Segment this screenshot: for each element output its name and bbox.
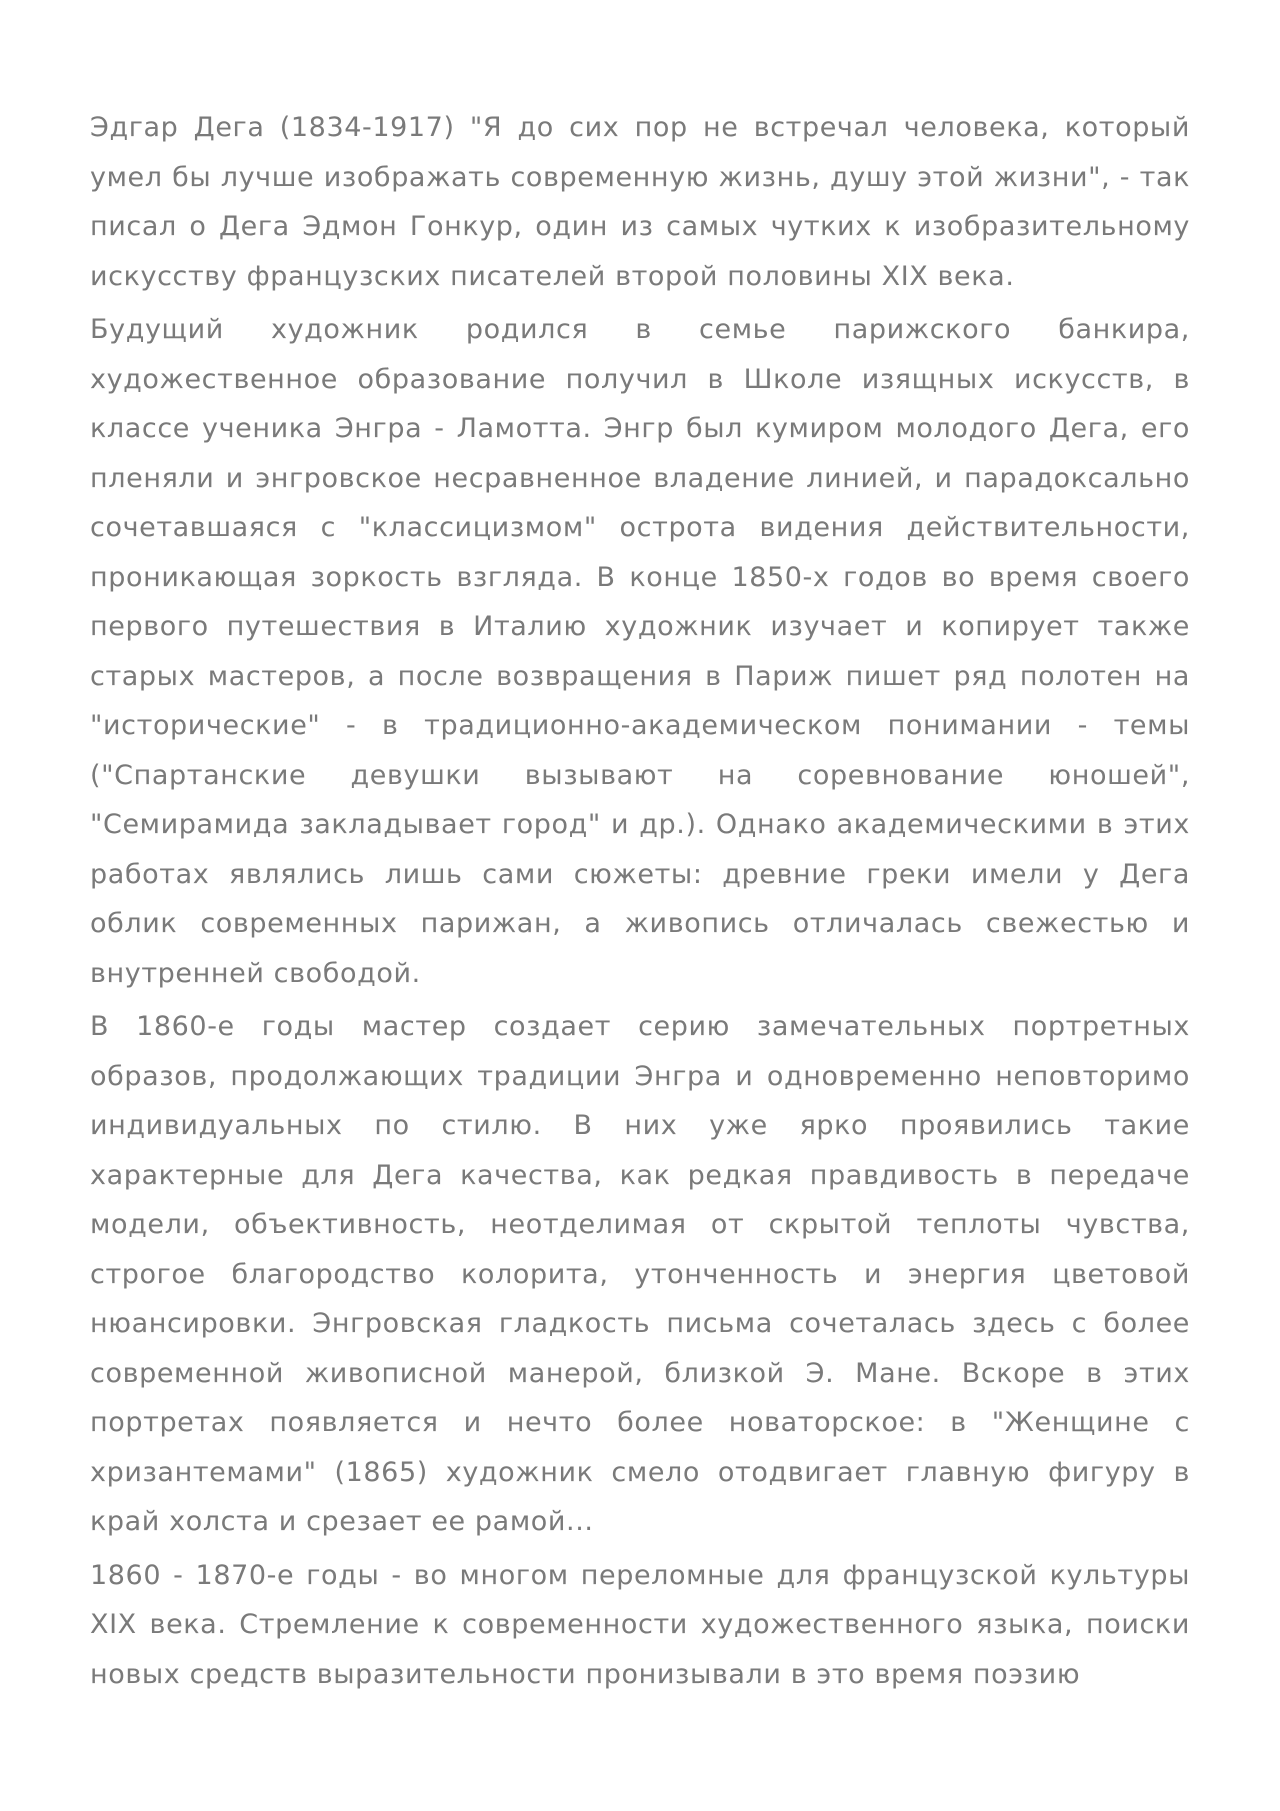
paragraph-intro-quote: Эдгар Дега (1834-1917) "Я до сих пор не встречал человека, который умел бы лучше изображать современную жизнь, душу этой жизни", - так писал о Дега Эдмон Гонкур, один из самых чутких к изобразительному искусству французских писателей второй половины XIX века.: [90, 112, 1190, 292]
paragraph-early-life: Будущий художник родился в семье парижского банкира, художественное образование получил в Школе изящных искусств, в классе ученика Энгра - Ламотта. Энгр был кумиром молодого Дега, его пленяли и энгровское несравненное владение линией, и парадоксально сочетавшаяся с "классицизмом" острота видения действительности, проникающая зоркость взгляда. В конце 1850-х годов во время своего первого путешествия в Италию художник изучает и копирует также старых мастеров, а после возвращения в Париж пишет ряд полотен на "исторические" - в традиционно-академическом понимании - темы ("Спартанские девушки вызывают на соревнование юношей", "Семирамида закладывает город" и др.). Однако академическими в этих работах являлись лишь сами сюжеты: древние греки имели у Дега облик современных парижан, а живопись отличалась свежестью и внутренней свободой.: [90, 314, 1190, 989]
document-page: [90, 103, 1190, 1703]
paragraph-1860-1870s: 1860 - 1870-е годы - во многом переломные для французской культуры XIX века. Стремление к современности художественного языка, поиски новых средств выразительности пронизывали в это время поэзию: [90, 1559, 1190, 1690]
paragraph-1860s-portraits: В 1860-е годы мастер создает серию замечательных портретных образов, продолжающих традиции Энгра и одновременно неповторимо индивидуальных по стилю. В них уже ярко проявились такие характерные для Дега качества, как редкая правдивость в передаче модели, объективность, неотделимая от скрытой теплоты чувства, строгое благородство колорита, утонченность и энергия цветовой нюансировки. Энгровская гладкость письма сочеталась здесь с более современной живописной манерой, близкой Э. Мане. Вскоре в этих портретах появляется и нечто более новаторское: в "Женщине с хризантемами" (1865) художник смело отодвигает главную фигуру в край холста и срезает ее рамой...: [90, 1011, 1190, 1537]
